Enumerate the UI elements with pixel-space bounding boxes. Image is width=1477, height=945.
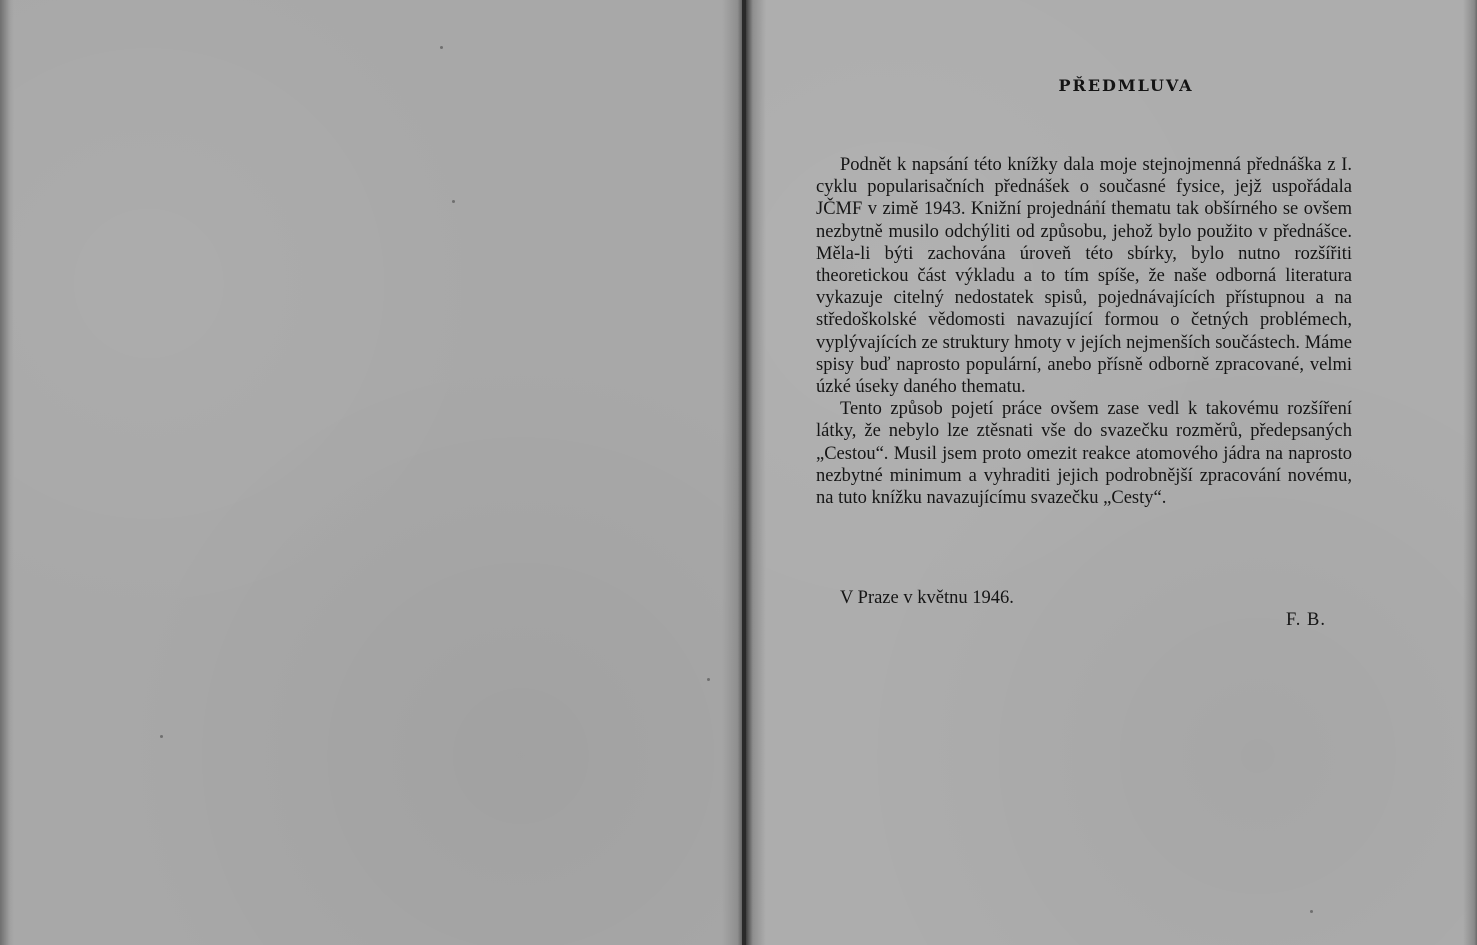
dateline: V Praze v květnu 1946. xyxy=(840,588,1014,608)
author-signature: F. B. xyxy=(1286,610,1327,630)
preface-paragraph-1: Podnět k napsání této knížky dala moje stejnojmenná přednáška z I. cyklu popularisačních přednášek o současné fysice, jejž uspořádala JČMF v zimě 1943. Knižní projednání thematu tak obšírného se ovšem nezbytně musilo odchýliti od způsobu, jehož bylo použito v přednášce. Měla-li býti zachována úroveň této sbírky, bylo nutno rozšířiti theoretickou část výkladu a to tím spíše, že naše odborná literatura vykazuje citelný nedostatek spisů, pojednávajících přístupnou a na středoškolské vědomosti navazující formou o četných problémech, vyplývajících ze struktury hmoty v jejích nejmenších součástech. Máme spisy buď naprosto populární, anebo přísně odborně zpracované, velmi úzké úseky daného thematu. xyxy=(816,155,1352,398)
paper-speck xyxy=(452,200,455,203)
paper-speck xyxy=(707,678,710,681)
paper-speck xyxy=(1310,910,1313,913)
preface-paragraph-2: Tento způsob pojetí práce ovšem zase vedl k takovému rozšíření látky, že nebylo lze ztěsnati vše do svazečku rozměrů, předepsaných „Cestou“. Musil jsem proto omezit reakce atomového jádra na naprosto nezbytné minimum a vyhraditi jejich podrobnější zpracování novému, na tuto knížku navazujícímu svazečku „Cesty“. xyxy=(816,399,1352,509)
preface-body xyxy=(816,154,1352,509)
page-title: PŘEDMLUVA xyxy=(1058,76,1194,95)
paper-speck xyxy=(440,46,443,49)
paper-speck xyxy=(160,735,163,738)
